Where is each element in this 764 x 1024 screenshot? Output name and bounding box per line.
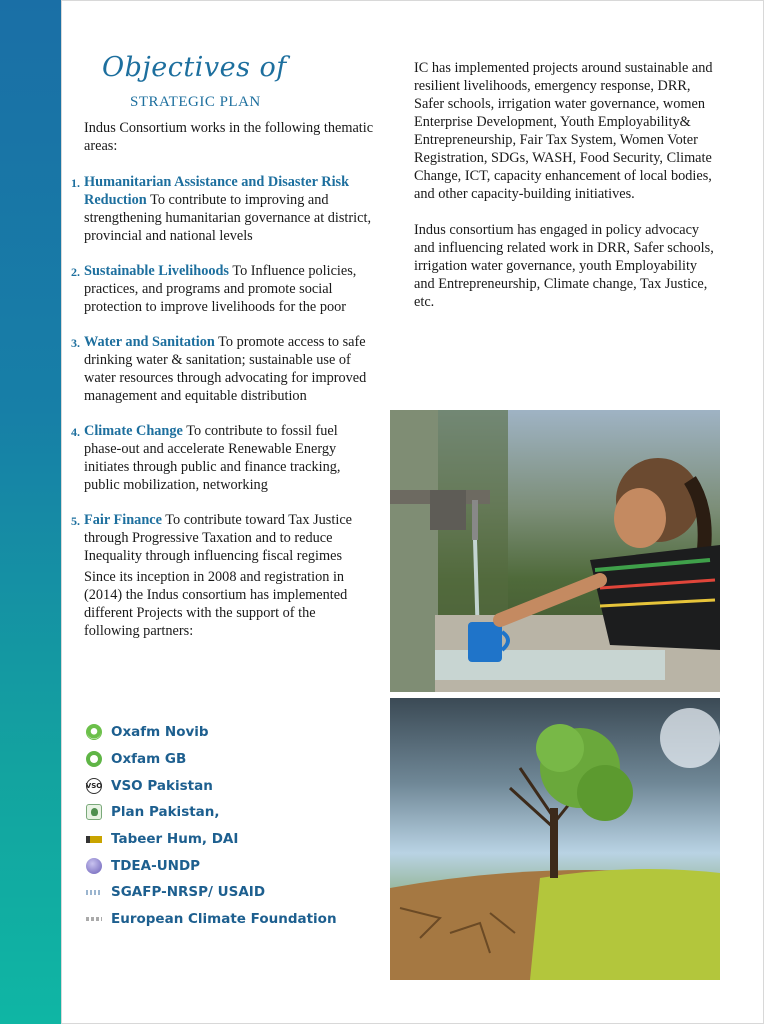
partner-item	[86, 772, 337, 799]
objective-item	[71, 422, 374, 494]
photo-girl-washing-hands	[390, 410, 720, 692]
objective-item	[71, 262, 374, 316]
partner-item	[86, 879, 337, 906]
partner-item	[86, 746, 337, 773]
title-script: Objectives of	[102, 52, 287, 83]
sgafp-logo-icon	[86, 890, 102, 895]
objective-text: To Influence policies, practices, and programs and promote social protection to improve livelihoods for the poor	[84, 263, 357, 315]
partner-label: Plan Pakistan,	[111, 804, 220, 821]
left-column	[71, 119, 374, 654]
partner-label: Oxafm Novib	[111, 724, 209, 741]
tdea-logo-icon	[86, 858, 102, 874]
side-color-bar	[0, 0, 61, 1024]
objective-heading: Fair Finance	[84, 512, 162, 528]
objective-heading: Water and Sanitation	[84, 334, 215, 350]
objective-text: To promote access to safe drinking water & sanitation; sustainable use of water resources through advocating for improved management and equitable distribution	[84, 334, 367, 404]
objective-item	[71, 173, 374, 245]
objective-heading: Humanitarian Assistance and Disaster Risk Reduction	[84, 174, 350, 208]
objectives-list	[71, 173, 374, 565]
partners-list	[86, 719, 337, 933]
objective-text: To contribute to fossil fuel phase-out and accelerate Renewable Energy initiates through public and finance tracking, public mobilization, networking	[84, 423, 341, 493]
intro-text: Indus Consortium works in the following thematic areas:	[84, 120, 374, 154]
partner-item	[86, 826, 337, 853]
objective-heading: Climate Change	[84, 423, 183, 439]
partner-item	[86, 852, 337, 879]
objective-text: To contribute to improving and strengthening humanitarian governance at district, provincial and national levels	[84, 192, 372, 244]
partner-label: VSO Pakistan	[111, 777, 213, 794]
since-text: Since its inception in 2008 and registration in (2014) the Indus consortium has implemented different Projects with the support of the following partners:	[84, 569, 348, 639]
partner-label: TDEA-UNDP	[111, 857, 201, 874]
objective-number: 5.	[71, 514, 80, 528]
partner-label: Tabeer Hum, DAI	[111, 831, 239, 848]
partner-label: European Climate Foundation	[111, 911, 337, 928]
ecf-logo-icon	[86, 917, 102, 921]
partner-label: SGAFP-NRSP/ USAID	[111, 884, 266, 901]
objective-item	[71, 511, 374, 565]
objective-text: To contribute toward Tax Justice through Progressive Taxation and to reduce Inequality through influencing fiscal regimes	[84, 512, 353, 564]
photo-climate-tree	[390, 698, 720, 980]
objective-number: 2.	[71, 265, 80, 279]
partner-label: Oxfam GB	[111, 751, 187, 768]
right-column-text	[414, 59, 714, 329]
dai-logo-icon	[86, 836, 102, 843]
partner-item	[86, 719, 337, 746]
objective-number: 3.	[71, 336, 80, 350]
girl-photo-illustration	[390, 410, 720, 692]
oxfam-gb-logo-icon	[86, 751, 102, 767]
objective-item	[71, 333, 374, 405]
oxfam-novib-logo-icon	[86, 724, 102, 740]
partner-item	[86, 799, 337, 826]
objective-number: 1.	[71, 176, 80, 190]
advocacy-paragraph: Indus consortium has engaged in policy advocacy and influencing related work in DRR, Safer schools, irrigation water governance, youth Employability and Entrepreneurship, Climate change, Tax Justice, etc.	[414, 222, 714, 310]
tree-photo-illustration	[390, 698, 720, 980]
objective-heading: Sustainable Livelihoods	[84, 263, 230, 279]
projects-paragraph: IC has implemented projects around sustainable and resilient livelihoods, emergency response, DRR, Safer schools, irrigation water governance, women Enterprise Development, Youth Employability& Entrepreneurship, Fair Tax System, Women Voter Registration, SDGs, WASH, Food Security, Climate Change, ICT, capacity enhancement of local bodies, and other capacity-building initiatives.	[414, 60, 713, 202]
partner-item	[86, 906, 337, 933]
plan-logo-icon	[86, 804, 102, 820]
title-subtitle: STRATEGIC PLAN	[130, 94, 261, 110]
objective-number: 4.	[71, 425, 80, 439]
vso-logo-icon: VSO	[86, 778, 102, 794]
